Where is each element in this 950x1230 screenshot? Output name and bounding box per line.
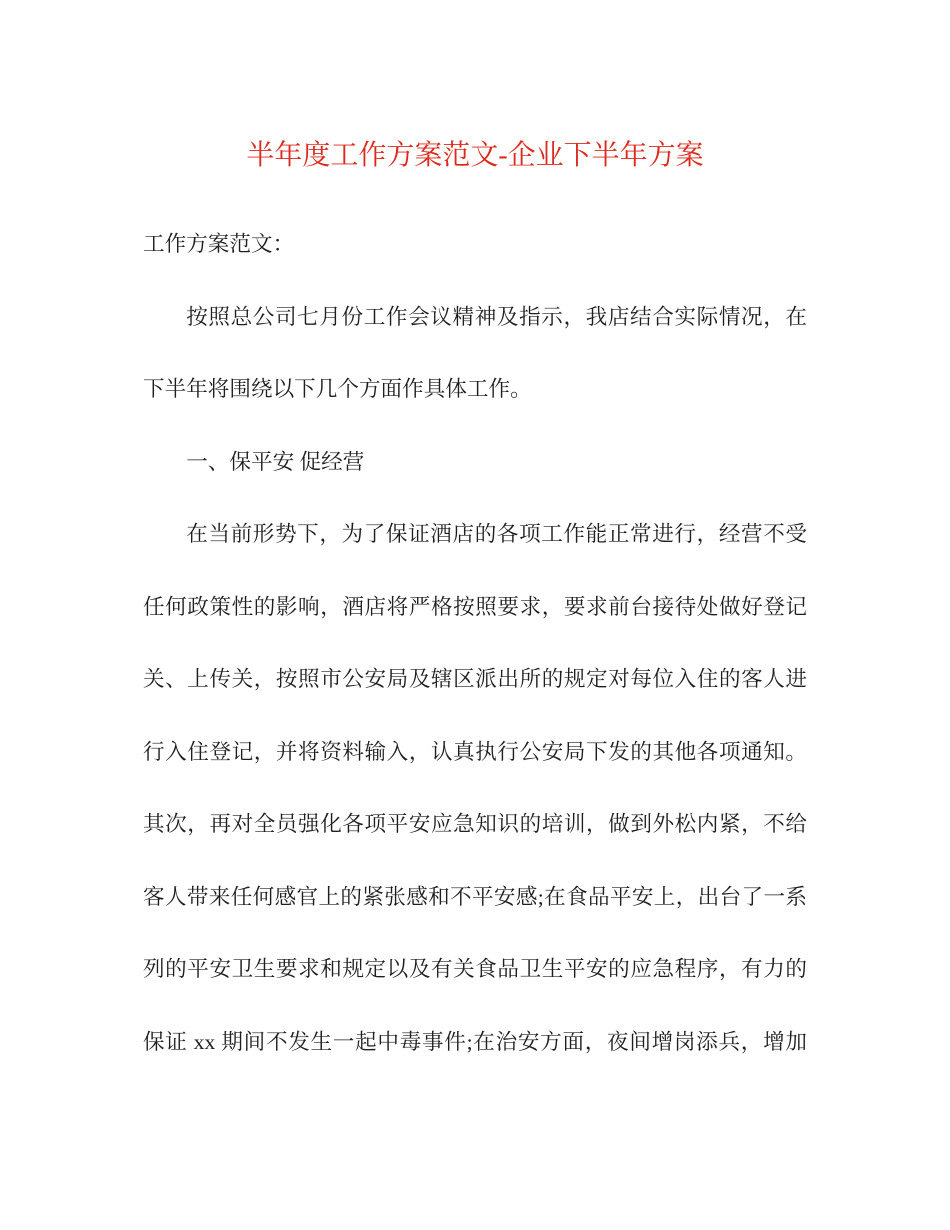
document-title: 半年度工作方案范文-企业下半年方案 xyxy=(246,140,704,171)
text-line: 按照总公司七月份工作会议精神及指示，我店结合实际情况，在 xyxy=(186,304,807,329)
text-line: 保证 xx 期间不发生一起中毒事件;在治安方面，夜间增岗添兵，增加 xyxy=(143,1029,807,1054)
text-line: 任何政策性的影响，酒店将严格按照要求，要求前台接待处做好登记 xyxy=(143,594,807,619)
text-line: 列的平安卫生要求和规定以及有关食品卫生平安的应急程序，有力的 xyxy=(143,957,807,981)
text-line: 在当前形势下，为了保证酒店的各项工作能正常进行，经营不受 xyxy=(186,522,807,546)
text-line: 关、上传关，按照市公安局及辖区派出所的规定对每位入住的客人进 xyxy=(143,667,807,691)
text-line: 工作方案范文： xyxy=(143,232,295,256)
text-line: 行入住登记，并将资料输入，认真执行公安局下发的其他各项通知。 xyxy=(143,739,807,764)
text-line: 一、保平安 促经营 xyxy=(186,449,365,474)
text-line: 客人带来任何感官上的紧张感和不平安感;在食品平安上，出台了一系 xyxy=(143,884,807,909)
document-body xyxy=(143,229,807,1099)
text-line: 其次，再对全员强化各项平安应急知识的培训，做到外松内紧，不给 xyxy=(143,812,807,836)
text-line: 下半年将围绕以下几个方面作具体工作。 xyxy=(143,377,532,401)
